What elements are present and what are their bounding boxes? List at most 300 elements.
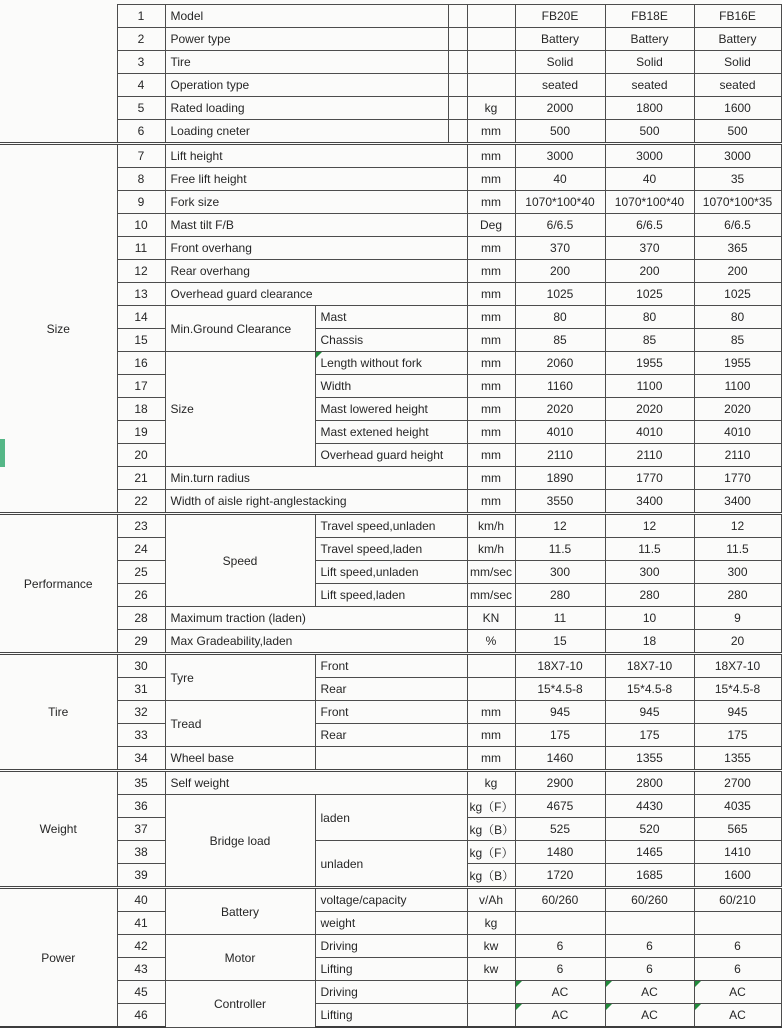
- value-cell: seated: [605, 74, 694, 97]
- value-cell: 1600: [694, 864, 781, 888]
- row-number-cell: 35: [117, 771, 165, 795]
- value-cell: 2110: [605, 444, 694, 467]
- value-cell: 6: [515, 958, 605, 981]
- subparam-cell: voltage/capacity: [315, 888, 467, 912]
- table-row: [0, 561, 781, 584]
- value-cell: 300: [694, 561, 781, 584]
- value-cell: 40: [605, 168, 694, 191]
- unit-cell: kg: [467, 912, 515, 935]
- value-cell-flagged: AC: [605, 1004, 694, 1028]
- value-cell: 12: [515, 514, 605, 538]
- row-number-cell: 24: [117, 538, 165, 561]
- subparam-cell: [315, 747, 467, 771]
- subparam-cell: Mast lowered height: [315, 398, 467, 421]
- value-cell: 6/6.5: [515, 214, 605, 237]
- subparam-cell: Driving: [315, 981, 467, 1004]
- value-cell: 945: [515, 701, 605, 724]
- value-cell: 3400: [605, 490, 694, 514]
- row-number-cell: 13: [117, 283, 165, 306]
- table-row: [0, 51, 781, 74]
- unit-cell: mm: [467, 329, 515, 352]
- row-number-cell: 23: [117, 514, 165, 538]
- spacer-cell: [448, 97, 467, 120]
- value-cell-flagged: AC: [515, 981, 605, 1004]
- table-row: [0, 747, 781, 771]
- group-cell: Tread: [165, 701, 315, 747]
- subparam-cell: Rear: [315, 678, 467, 701]
- row-number-cell: 30: [117, 654, 165, 678]
- value-cell: 4010: [515, 421, 605, 444]
- table-row: [0, 958, 781, 981]
- table-row: [0, 981, 781, 1004]
- unit-cell: kg（F）: [467, 795, 515, 818]
- value-cell: 9: [694, 607, 781, 630]
- value-cell: 12: [605, 514, 694, 538]
- unit-cell: [467, 654, 515, 678]
- table-row: [0, 724, 781, 747]
- value-cell: 1460: [515, 747, 605, 771]
- value-cell: 6: [605, 935, 694, 958]
- table-row: [0, 701, 781, 724]
- table-row: [0, 444, 781, 467]
- param-cell: Self weight: [165, 771, 467, 795]
- row-number-cell: 7: [117, 144, 165, 168]
- value-cell: 6: [605, 958, 694, 981]
- table-row: [0, 214, 781, 237]
- table-row: [0, 398, 781, 421]
- category-cell: [0, 5, 117, 144]
- unit-cell: kw: [467, 935, 515, 958]
- row-number-cell: 29: [117, 630, 165, 654]
- row-number-cell: 46: [117, 1004, 165, 1028]
- category-cell: Power: [0, 888, 117, 1028]
- unit-cell: mm: [467, 724, 515, 747]
- row-number-cell: 16: [117, 352, 165, 375]
- row-number-cell: 43: [117, 958, 165, 981]
- table-row: [0, 912, 781, 935]
- table-row: [0, 795, 781, 818]
- value-cell: 6/6.5: [605, 214, 694, 237]
- spacer-cell: [448, 51, 467, 74]
- unit-cell: mm: [467, 490, 515, 514]
- value-cell: 1465: [605, 841, 694, 864]
- row-number-cell: 2: [117, 28, 165, 51]
- value-cell: 35: [694, 168, 781, 191]
- value-cell-flagged: AC: [605, 981, 694, 1004]
- table-row: [0, 490, 781, 514]
- unit-cell: mm: [467, 398, 515, 421]
- subparam-cell: Lift speed,unladen: [315, 561, 467, 584]
- value-cell-flagged: AC: [694, 981, 781, 1004]
- subparam-cell: Mast extened height: [315, 421, 467, 444]
- value-cell: 11: [515, 607, 605, 630]
- value-cell: 80: [515, 306, 605, 329]
- row-number-cell: 17: [117, 375, 165, 398]
- value-cell: 500: [515, 120, 605, 144]
- group-cell: Speed: [165, 514, 315, 607]
- row-number-cell: 28: [117, 607, 165, 630]
- unit-cell: km/h: [467, 538, 515, 561]
- value-cell: 175: [605, 724, 694, 747]
- value-cell: 300: [605, 561, 694, 584]
- subparam-cell: Overhead guard height: [315, 444, 467, 467]
- param-cell: Fork size: [165, 191, 467, 214]
- group-cell: Bridge load: [165, 795, 315, 888]
- value-cell: 2900: [515, 771, 605, 795]
- value-cell: 1480: [515, 841, 605, 864]
- unit-cell: mm: [467, 144, 515, 168]
- spec-table: [0, 4, 782, 1028]
- value-cell: 3550: [515, 490, 605, 514]
- table-row: [0, 1004, 781, 1028]
- row-number-cell: 9: [117, 191, 165, 214]
- value-cell: Solid: [605, 51, 694, 74]
- value-cell: 1100: [605, 375, 694, 398]
- table-row: [0, 191, 781, 214]
- value-cell: 60/260: [515, 888, 605, 912]
- table-row: [0, 237, 781, 260]
- row-number-cell: 12: [117, 260, 165, 283]
- value-cell: [605, 912, 694, 935]
- value-cell: 2020: [694, 398, 781, 421]
- value-cell: 2800: [605, 771, 694, 795]
- value-cell: 11.5: [515, 538, 605, 561]
- value-cell: 3000: [694, 144, 781, 168]
- row-number-cell: 40: [117, 888, 165, 912]
- row-number-cell: 36: [117, 795, 165, 818]
- row-number-cell: 34: [117, 747, 165, 771]
- table-row: [0, 421, 781, 444]
- value-cell: 1070*100*35: [694, 191, 781, 214]
- unit-cell: [467, 51, 515, 74]
- value-cell: 1800: [605, 97, 694, 120]
- value-cell: seated: [694, 74, 781, 97]
- subparam-cell: Rear: [315, 724, 467, 747]
- value-cell: 18X7-10: [605, 654, 694, 678]
- value-cell: 85: [694, 329, 781, 352]
- value-cell: 11.5: [694, 538, 781, 561]
- row-number-cell: 45: [117, 981, 165, 1004]
- unit-cell: mm: [467, 375, 515, 398]
- subparam-cell: Lift speed,laden: [315, 584, 467, 607]
- param-cell: Lift height: [165, 144, 467, 168]
- value-cell: 1890: [515, 467, 605, 490]
- value-cell-flagged: AC: [694, 1004, 781, 1028]
- table-row: [0, 467, 781, 490]
- subparam-cell: Lifting: [315, 1004, 467, 1028]
- table-row: [0, 514, 781, 538]
- value-cell: 300: [515, 561, 605, 584]
- table-row: [0, 352, 781, 375]
- value-cell: 280: [694, 584, 781, 607]
- unit-cell: mm: [467, 747, 515, 771]
- table-row: [0, 888, 781, 912]
- unit-cell: KN: [467, 607, 515, 630]
- value-cell: 12: [694, 514, 781, 538]
- row-number-cell: 5: [117, 97, 165, 120]
- row-number-cell: 32: [117, 701, 165, 724]
- row-number-cell: 14: [117, 306, 165, 329]
- row-number-cell: 22: [117, 490, 165, 514]
- row-number-cell: 25: [117, 561, 165, 584]
- spacer-cell: [448, 28, 467, 51]
- category-cell: Tire: [0, 654, 117, 771]
- unit-cell: mm: [467, 237, 515, 260]
- param-cell: Mast tilt F/B: [165, 214, 467, 237]
- value-cell: 6/6.5: [694, 214, 781, 237]
- value-cell: FB18E: [605, 5, 694, 28]
- value-cell: 85: [605, 329, 694, 352]
- row-number-cell: 3: [117, 51, 165, 74]
- param-cell: Rear overhang: [165, 260, 467, 283]
- value-cell: 370: [515, 237, 605, 260]
- unit-cell: v/Ah: [467, 888, 515, 912]
- subparam-cell: laden: [315, 795, 467, 841]
- group-cell: Tyre: [165, 654, 315, 701]
- param-cell: Operation type: [165, 74, 448, 97]
- row-number-cell: 20: [117, 444, 165, 467]
- unit-cell: mm: [467, 444, 515, 467]
- value-cell: 1955: [694, 352, 781, 375]
- value-cell: 10: [605, 607, 694, 630]
- value-cell: 4035: [694, 795, 781, 818]
- value-cell: 365: [694, 237, 781, 260]
- category-cell: Performance: [0, 514, 117, 654]
- row-number-cell: 11: [117, 237, 165, 260]
- value-cell: 3000: [605, 144, 694, 168]
- value-cell: [694, 912, 781, 935]
- unit-cell: kg（B）: [467, 864, 515, 888]
- value-cell: 520: [605, 818, 694, 841]
- value-cell: 2020: [605, 398, 694, 421]
- value-cell: 2110: [694, 444, 781, 467]
- group-cell: Size: [165, 352, 315, 467]
- unit-cell: mm: [467, 283, 515, 306]
- value-cell: 15*4.5-8: [515, 678, 605, 701]
- row-number-cell: 1: [117, 5, 165, 28]
- value-cell: Solid: [694, 51, 781, 74]
- value-cell: 40: [515, 168, 605, 191]
- value-cell: Battery: [694, 28, 781, 51]
- row-number-cell: 26: [117, 584, 165, 607]
- unit-cell: kg（B）: [467, 818, 515, 841]
- param-cell: Overhead guard clearance: [165, 283, 467, 306]
- table-row: [0, 97, 781, 120]
- unit-cell: mm: [467, 191, 515, 214]
- value-cell: Solid: [515, 51, 605, 74]
- subparam-cell: Travel speed,unladen: [315, 514, 467, 538]
- row-number-cell: 18: [117, 398, 165, 421]
- row-number-cell: 38: [117, 841, 165, 864]
- value-cell: 1355: [694, 747, 781, 771]
- row-number-cell: 15: [117, 329, 165, 352]
- value-cell: 4010: [605, 421, 694, 444]
- row-number-cell: 39: [117, 864, 165, 888]
- value-cell: 200: [605, 260, 694, 283]
- unit-cell: [467, 678, 515, 701]
- value-cell: 2700: [694, 771, 781, 795]
- row-number-cell: 21: [117, 467, 165, 490]
- row-number-cell: 41: [117, 912, 165, 935]
- value-cell: 15*4.5-8: [605, 678, 694, 701]
- param-cell: Rated loading: [165, 97, 448, 120]
- unit-cell: [467, 28, 515, 51]
- value-cell: 4430: [605, 795, 694, 818]
- value-cell: 280: [515, 584, 605, 607]
- value-cell: 1025: [605, 283, 694, 306]
- table-row: [0, 375, 781, 398]
- value-cell: 2110: [515, 444, 605, 467]
- subparam-cell: Mast: [315, 306, 467, 329]
- value-cell: 1685: [605, 864, 694, 888]
- row-number-cell: 33: [117, 724, 165, 747]
- row-number-cell: 19: [117, 421, 165, 444]
- group-cell: Battery: [165, 888, 315, 935]
- value-cell: 1720: [515, 864, 605, 888]
- table-row: [0, 538, 781, 561]
- value-cell: 18X7-10: [515, 654, 605, 678]
- row-number-cell: 4: [117, 74, 165, 97]
- table-row: [0, 168, 781, 191]
- row-number-cell: 6: [117, 120, 165, 144]
- value-cell: 2060: [515, 352, 605, 375]
- value-cell: 18X7-10: [694, 654, 781, 678]
- row-number-cell: 8: [117, 168, 165, 191]
- group-cell: Controller: [165, 981, 315, 1028]
- table-row: [0, 306, 781, 329]
- value-cell: 1355: [605, 747, 694, 771]
- value-cell: 1070*100*40: [605, 191, 694, 214]
- param-cell: Model: [165, 5, 448, 28]
- value-cell: 945: [605, 701, 694, 724]
- subparam-cell: weight: [315, 912, 467, 935]
- row-number-cell: 10: [117, 214, 165, 237]
- value-cell: Battery: [515, 28, 605, 51]
- value-cell: 6: [515, 935, 605, 958]
- unit-cell: mm: [467, 260, 515, 283]
- table-row: [0, 120, 781, 144]
- table-row: [0, 678, 781, 701]
- table-row: [0, 329, 781, 352]
- value-cell: 11.5: [605, 538, 694, 561]
- value-cell: 18: [605, 630, 694, 654]
- table-row: [0, 28, 781, 51]
- value-cell: 200: [694, 260, 781, 283]
- table-row: [0, 841, 781, 864]
- row-number-cell: 42: [117, 935, 165, 958]
- unit-cell: km/h: [467, 514, 515, 538]
- unit-cell: mm: [467, 701, 515, 724]
- value-cell: 500: [605, 120, 694, 144]
- category-cell: Size: [0, 144, 117, 514]
- unit-cell: [467, 5, 515, 28]
- param-cell: Loading cneter: [165, 120, 448, 144]
- value-cell: 945: [694, 701, 781, 724]
- subparam-cell: Chassis: [315, 329, 467, 352]
- value-cell: [515, 912, 605, 935]
- unit-cell: %: [467, 630, 515, 654]
- table-row: [0, 584, 781, 607]
- value-cell: 15: [515, 630, 605, 654]
- unit-cell: [467, 1004, 515, 1028]
- table-row: [0, 144, 781, 168]
- param-cell: Power type: [165, 28, 448, 51]
- value-cell: 500: [694, 120, 781, 144]
- table-row: [0, 607, 781, 630]
- unit-cell: kg: [467, 771, 515, 795]
- value-cell: 1025: [515, 283, 605, 306]
- value-cell: 6: [694, 935, 781, 958]
- value-cell: 6: [694, 958, 781, 981]
- unit-cell: mm: [467, 168, 515, 191]
- table-row: [0, 74, 781, 97]
- value-cell: 3400: [694, 490, 781, 514]
- unit-cell: kw: [467, 958, 515, 981]
- value-cell: 1100: [694, 375, 781, 398]
- value-cell: 565: [694, 818, 781, 841]
- value-cell: FB20E: [515, 5, 605, 28]
- spacer-cell: [448, 74, 467, 97]
- param-cell: Min.turn radius: [165, 467, 467, 490]
- row-number-cell: 31: [117, 678, 165, 701]
- table-row: [0, 654, 781, 678]
- value-cell: 1025: [694, 283, 781, 306]
- subparam-cell: unladen: [315, 841, 467, 888]
- value-cell: 1770: [605, 467, 694, 490]
- value-cell: 80: [605, 306, 694, 329]
- subparam-cell: Travel speed,laden: [315, 538, 467, 561]
- subparam-cell-flagged: Length without fork: [315, 352, 467, 375]
- table-row: [0, 630, 781, 654]
- value-cell: 60/210: [694, 888, 781, 912]
- value-cell: 175: [694, 724, 781, 747]
- value-cell: 15*4.5-8: [694, 678, 781, 701]
- spacer-cell: [448, 120, 467, 144]
- value-cell-flagged: AC: [515, 1004, 605, 1028]
- unit-cell: mm/sec: [467, 561, 515, 584]
- unit-cell: mm/sec: [467, 584, 515, 607]
- value-cell: Battery: [605, 28, 694, 51]
- table-row: [0, 5, 781, 28]
- subparam-cell: Front: [315, 654, 467, 678]
- value-cell: 4675: [515, 795, 605, 818]
- subparam-cell: Width: [315, 375, 467, 398]
- value-cell: 85: [515, 329, 605, 352]
- value-cell: 1410: [694, 841, 781, 864]
- subparam-cell: Driving: [315, 935, 467, 958]
- value-cell: 2000: [515, 97, 605, 120]
- group-cell: Motor: [165, 935, 315, 981]
- unit-cell: mm: [467, 467, 515, 490]
- row-number-cell: 37: [117, 818, 165, 841]
- value-cell: 3000: [515, 144, 605, 168]
- subparam-cell: Front: [315, 701, 467, 724]
- value-cell: 80: [694, 306, 781, 329]
- unit-cell: [467, 74, 515, 97]
- value-cell: 525: [515, 818, 605, 841]
- value-cell: 2020: [515, 398, 605, 421]
- value-cell: 1070*100*40: [515, 191, 605, 214]
- param-cell: Front overhang: [165, 237, 467, 260]
- category-cell: Weight: [0, 771, 117, 888]
- value-cell: 200: [515, 260, 605, 283]
- unit-cell: mm: [467, 120, 515, 144]
- param-cell: Free lift height: [165, 168, 467, 191]
- spacer-cell: [448, 5, 467, 28]
- value-cell: 1600: [694, 97, 781, 120]
- unit-cell: Deg: [467, 214, 515, 237]
- value-cell: 20: [694, 630, 781, 654]
